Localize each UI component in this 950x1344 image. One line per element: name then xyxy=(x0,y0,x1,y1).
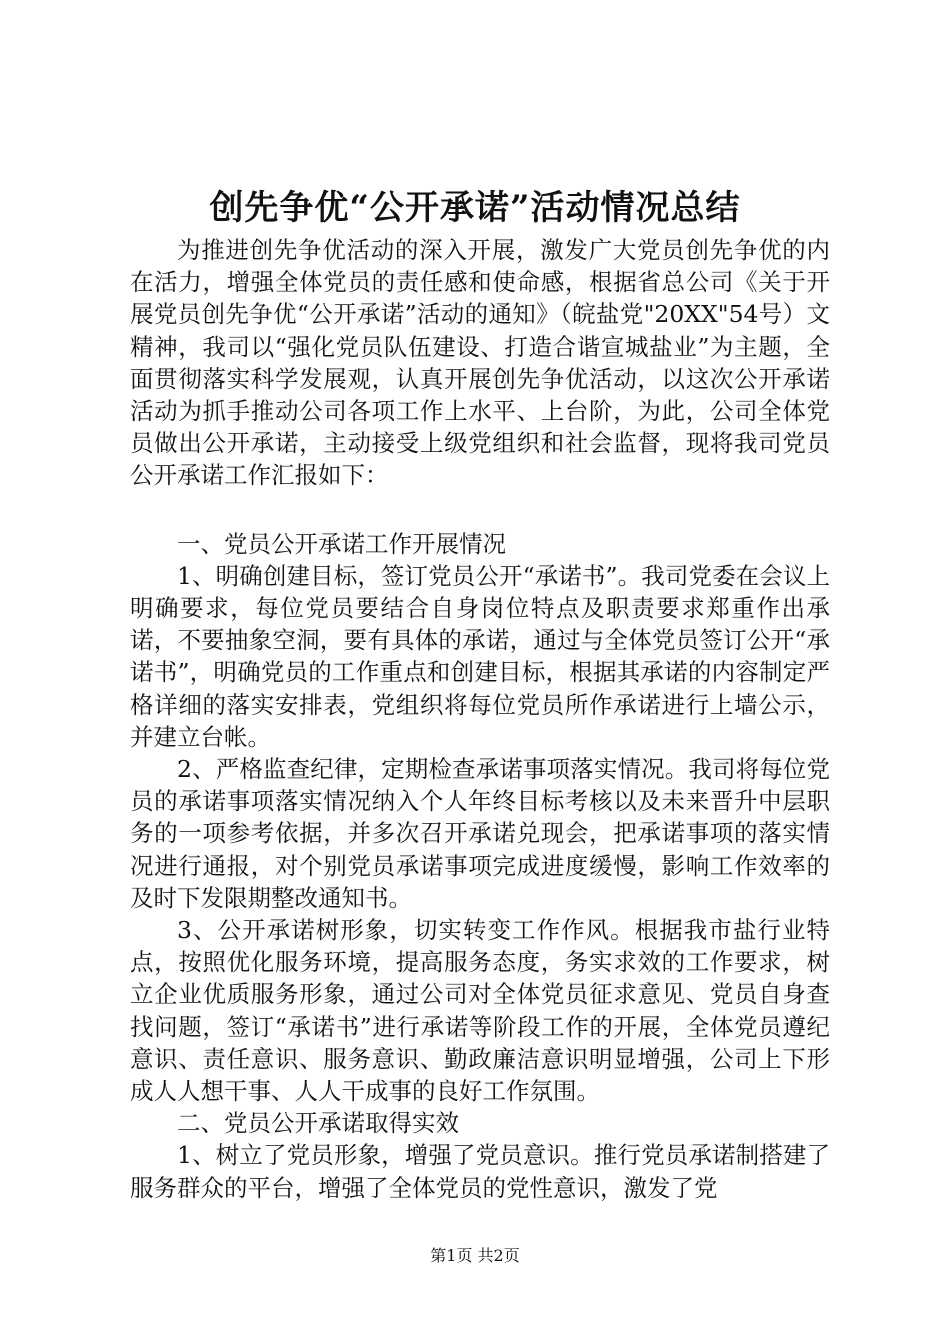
document-body xyxy=(130,234,830,1204)
page-footer: 第1页 共2页 xyxy=(430,1246,520,1265)
section-heading-1: 一、党员公开承诺工作开展情况 xyxy=(177,529,506,558)
section1-item-3: 3、公开承诺树形象，切实转变工作作风。根据我市盐行业特点，按照优化服务环境，提高服务态度，务实求效的工作要求，树立企业优质服务形象，通过公司对全体党员征求意见、党员自身查找问题，签订“承诺书”进行承诺等阶段工作的开展，全体党员遵纪意识、责任意识、服务意识、勤政廉洁意识明显增强，公司上下形成人人想干事、人人干成事的良好工作氛围。 xyxy=(130,916,830,1106)
intro-paragraph: 为推进创先争优活动的深入开展，激发广大党员创先争优的内在活力，增强全体党员的责任感和使命感，根据省总公司《关于开展党员创先争优“公开承诺”活动的通知》（皖盐党"20XX"54号）文精神，我司以“强化党员队伍建设、打造合谐宣城盐业”为主题，全面贯彻落实科学发展观，认真开展创先争优活动，以这次公开承诺活动为抓手推动公司各项工作上水平、上台阶，为此，公司全体党员做出公开承诺，主动接受上级党组织和社会监督，现将我司党员公开承诺工作汇报如下： xyxy=(130,236,830,490)
section-heading-2: 二、党员公开承诺取得实效 xyxy=(177,1109,459,1138)
section1-item-1: 1、明确创建目标，签订党员公开“承诺书”。我司党委在会议上明确要求，每位党员要结合自身岗位特点及职责要求郑重作出承诺，不要抽象空洞，要有具体的承诺，通过与全体党员签订公开“承诺书”，明确党员的工作重点和创建目标，根据其承诺的内容制定严格详细的落实安排表，党组织将每位党员所作承诺进行上墙公示，并建立台帐。 xyxy=(130,561,830,751)
paragraph-gap xyxy=(130,492,830,528)
section2-item-1: 1、树立了党员形象，增强了党员意识。推行党员承诺制搭建了服务群众的平台，增强了全体党员的党性意识，激发了党 xyxy=(130,1141,830,1202)
section1-item-2: 2、严格监查纪律，定期检查承诺事项落实情况。我司将每位党员的承诺事项落实情况纳入个人年终目标考核以及未来晋升中层职务的一项参考依据，并多次召开承诺兑现会，把承诺事项的落实情况进行通报，对个别党员承诺事项完成进度缓慢，影响工作效率的及时下发限期整改通知书。 xyxy=(130,755,830,912)
document-title: 创先争优“公开承诺”活动情况总结 xyxy=(209,188,741,228)
